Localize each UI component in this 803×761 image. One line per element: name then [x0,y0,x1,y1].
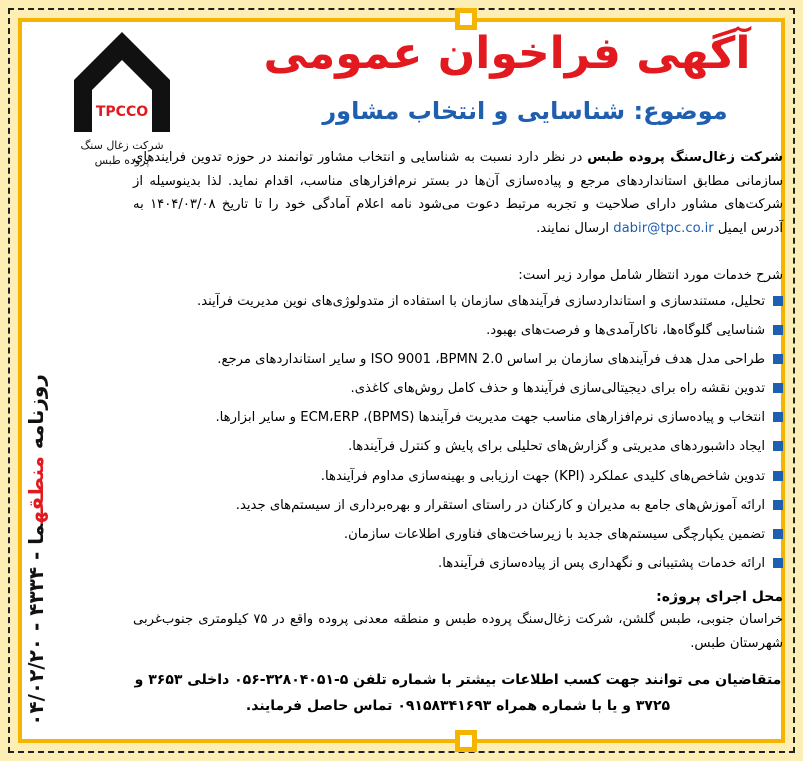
service-item: طراحی مدل هدف فرآیندهای سازمان بر اساس ISO 9001 ،BPMN 2.0 و سایر استانداردهای مرجع. [133,345,783,374]
service-item: تدوین نقشه راه برای دیجیتالی‌سازی فرآیندها و حذف کامل روش‌های کاغذی. [133,374,783,403]
service-item: ارائه خدمات پشتیبانی و نگهداری پس از پیاده‌سازی فرآیندها. [133,549,783,578]
newspaper-side-label [16,340,56,760]
square-bullet-icon [773,325,783,335]
square-bullet-icon [773,296,783,306]
company-name: شرکت زغال‌سنگ پروده طبس [587,150,784,165]
page-subject: موضوع: شناسایی و انتخاب مشاور [322,97,728,125]
square-bullet-icon [773,558,783,568]
square-bullet-icon [773,383,783,393]
contact-info [133,667,783,719]
service-item: انتخاب و پیاده‌سازی نرم‌افزارهای مناسب جهت مدیریت فرآیندها (BPMS)، ECM،ERP و سایر ابزارها. [133,403,783,432]
service-item: تدوین شاخص‌های کلیدی عملکرد (KPI) جهت ارزیابی و بهینه‌سازی مداوم فرآیندها. [133,462,783,491]
logo-line-2: پروده طبس [94,154,150,167]
services-list [133,287,783,578]
service-item: ایجاد داشبوردهای مدیریتی و گزارش‌های تحلیلی برای پایش و کنترل فرآیندها. [133,432,783,461]
location-text: خراسان جنوبی، طبس گلشن، شرکت زغال‌سنگ پروده طبس و منطقه معدنی پروده واقع در ۷۵ کیلومتری جنوب‌غربی شهرستان طبس. [133,612,783,651]
intro-paragraph [133,146,783,240]
side-label-prefix: روزنامه [24,374,48,457]
square-bullet-icon [773,471,783,481]
square-bullet-icon [773,529,783,539]
side-label-suffix: ما - ۴۳۳۴ - ۰۴/۰۲/۲۰ [24,523,48,726]
logo-abbr: TPCCO [95,104,149,120]
location-heading: محل اجرای پروژه: [656,589,783,605]
service-item: تحلیل، مستندسازی و استانداردسازی فرآیندهای سازمان با استفاده از متدولوژی‌های نوین مدیریت فرآیند. [133,287,783,316]
square-bullet-icon [773,354,783,364]
square-bullet-icon [773,412,783,422]
contact-line-2: ۳۷۲۵ و یا با شماره همراه ۰۹۱۵۸۳۴۱۶۹۳ تماس حاصل فرمایند. [245,698,671,714]
service-item: شناسایی گلوگاه‌ها، ناکارآمدی‌ها و فرصت‌های بهبود. [133,316,783,345]
intro-text: در نظر دارد نسبت به شناسایی و انتخاب مشاور توانمند در حوزه تدوین فرایندهای سازمانی مطابق استانداردهای مرجع و پیاده‌سازی آن‌ها در بستر نرم‌افزارهای مناسب، اقدام نماید. لذا بدینوسیله از شرکت‌های مشاور دارای صلاحیت و تجربه مرتبط دعوت می‌شود نامه اعلام آمادگی خود را تا تاریخ ۱۴۰۴/۰۳/۰۸ به آدرس ایمیل [133,150,784,236]
email-link[interactable]: dabir@tpc.co.ir [613,220,714,236]
side-label-brand: منطقه [24,456,48,524]
intro-text-end: ارسال نمایند. [536,220,614,236]
bottom-corner-square [455,730,477,752]
page-title: آگهی فراخوان عمومی [263,28,751,79]
service-item: ارائه آموزش‌های جامع به مدیران و کارکنان در راستای استقرار و بهره‌برداری از سیستم‌های جدید. [133,491,783,520]
services-heading: شرح خدمات مورد انتظار شامل موارد زیر است: [518,268,783,283]
tunnel-logo-icon [66,26,178,138]
service-item: تضمین یکپارچگی سیستم‌های جدید با زیرساخت‌های فناوری اطلاعات سازمان. [133,520,783,549]
logo-line-1: شرکت زغال سنگ [80,139,164,152]
square-bullet-icon [773,500,783,510]
contact-line-1: متقاضیان می توانند جهت کسب اطلاعات بیشتر با شماره تلفن ۵-۳۲۸۰۴۰۵۱-۰۵۶ داخلی ۳۶۵۳ و [134,672,782,688]
square-bullet-icon [773,441,783,451]
